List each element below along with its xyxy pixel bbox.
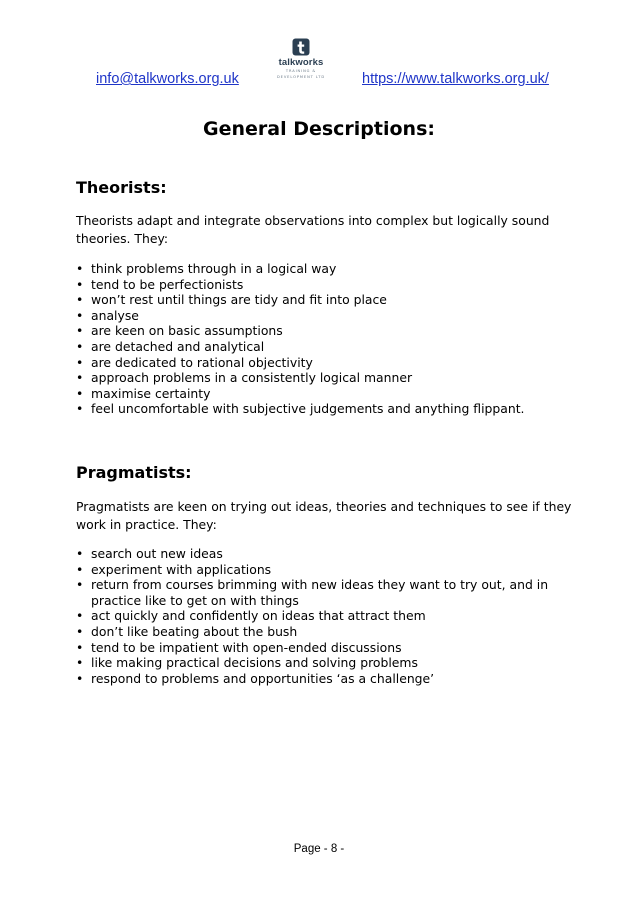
talkworks-logo bbox=[272, 38, 330, 84]
list-item: • feel uncomfortable with subjective judgements and anything flippant. bbox=[76, 401, 576, 417]
list-item: • approach problems in a consistently logical manner bbox=[76, 370, 576, 386]
bullet-list-theorists bbox=[76, 261, 576, 417]
page-number: Page - 8 - bbox=[293, 843, 345, 855]
section-heading-theorists: Theorists: bbox=[76, 178, 167, 197]
logo-tagline-2: DEVELOPMENT LTD bbox=[276, 74, 325, 79]
list-item: • tend to be impatient with open-ended discussions bbox=[76, 640, 576, 656]
t-logo-icon bbox=[292, 38, 310, 56]
list-item: • won’t rest until things are tidy and fit into place bbox=[76, 292, 576, 308]
email-link[interactable]: info@talkworks.org.uk bbox=[96, 71, 239, 87]
logo-name: talkworks bbox=[278, 57, 324, 68]
list-item: • return from courses brimming with new ideas they want to try out, and in practice like to get on with things bbox=[76, 577, 576, 608]
list-item: • respond to problems and opportunities ‘as a challenge’ bbox=[76, 671, 576, 687]
list-item: • tend to be perfectionists bbox=[76, 277, 576, 293]
logo-tagline-1: TRAINING & bbox=[285, 69, 317, 73]
bullet-list-pragmatists bbox=[76, 546, 576, 686]
list-item: • are keen on basic assumptions bbox=[76, 323, 576, 339]
list-item: • like making practical decisions and solving problems bbox=[76, 655, 576, 671]
section-intro-theorists: Theorists adapt and integrate observations into complex but logically sound theories. They: bbox=[76, 213, 550, 246]
list-item: • think problems through in a logical way bbox=[76, 261, 576, 277]
list-item: • are dedicated to rational objectivity bbox=[76, 355, 576, 371]
list-item: • are detached and analytical bbox=[76, 339, 576, 355]
list-item: • don’t like beating about the bush bbox=[76, 624, 576, 640]
list-item: • maximise certainty bbox=[76, 386, 576, 402]
list-item: • analyse bbox=[76, 308, 576, 324]
list-item: • search out new ideas bbox=[76, 546, 576, 562]
website-link[interactable]: https://www.talkworks.org.uk/ bbox=[362, 71, 549, 87]
list-item: • experiment with applications bbox=[76, 562, 576, 578]
list-item: • act quickly and confidently on ideas that attract them bbox=[76, 608, 576, 624]
page-title: General Descriptions: bbox=[202, 118, 435, 140]
section-heading-pragmatists: Pragmatists: bbox=[76, 463, 192, 482]
section-intro-pragmatists: Pragmatists are keen on trying out ideas, theories and techniques to see if they work in practice. They: bbox=[76, 499, 572, 532]
